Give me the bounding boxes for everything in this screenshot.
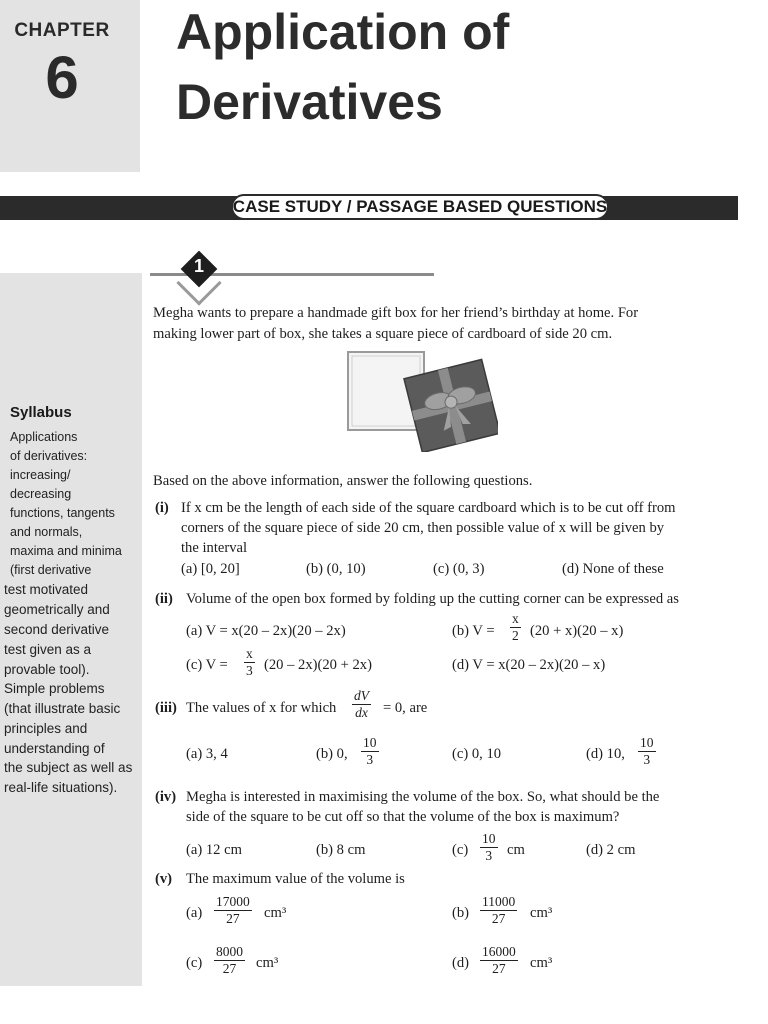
syllabus-line: second derivative [4,622,110,637]
fraction-denominator: 3 [485,848,493,863]
syllabus-line: the subject as well as [4,760,133,775]
fraction-numerator: 10 [482,831,496,846]
fraction-denominator: dx [355,705,368,720]
questions-prompt: Based on the above information, answer the following questions. [153,473,533,489]
option-d-fraction [480,944,518,977]
syllabus-line: of derivatives: [10,449,88,463]
syllabus-line: increasing/ [10,468,71,482]
syllabus-line: principles and [4,721,88,736]
option-d-prefix: (d) 10, [586,746,625,762]
option-d: (d) V = x(20 – 2x)(20 – x) [452,657,606,673]
subquestion-number: (i) [155,500,169,516]
subquestion-text-line2: corners of the square piece of side 20 cm, then possible value of x will be given by [181,520,665,536]
fraction-numerator: 10 [640,735,654,750]
option-c: (c) (0, 3) [433,561,485,577]
syllabus-line: and normals, [10,525,83,539]
syllabus-line: understanding of [4,741,105,756]
option-b-fraction [480,894,517,927]
chapter-title-line2: Derivatives [176,74,443,130]
section-banner-text: CASE STUDY / PASSAGE BASED QUESTIONS [232,197,608,216]
question-number: 1 [193,256,204,276]
fraction-denominator: 27 [226,911,240,926]
option-a: (a) V = x(20 – 2x)(20 – 2x) [186,623,346,639]
subquestion-number: (v) [155,871,173,887]
fraction-numerator: 17000 [216,894,250,909]
option-c-fraction [244,646,255,679]
subquestion-text: The values of x for which [186,700,337,716]
syllabus-line: maxima and minima [10,544,122,558]
fraction-numerator: 16000 [482,944,516,959]
subquestion-text: The maximum value of the volume is [186,871,405,887]
option-c-unit: cm [507,842,525,858]
fraction-numerator: 10 [363,735,377,750]
option-c-prefix: (c) [186,955,203,971]
subquestion-text-line2: side of the square to be cut off so that the volume of the box is maximum? [186,809,620,825]
option-a-prefix: (a) [186,905,203,921]
syllabus-line: test given as a [4,642,92,657]
option-d-unit: cm³ [530,955,553,971]
option-b-unit: cm³ [530,905,553,921]
option-c-fraction [214,944,245,977]
subquestion-number: (iii) [155,700,177,716]
fraction-numerator: x [512,611,519,626]
syllabus-heading: Syllabus [10,404,72,421]
syllabus-line: (first derivative [10,563,92,577]
intro-text-line2: making lower part of box, she takes a square piece of cardboard of side 20 cm. [153,326,613,342]
option-b-fraction [361,735,379,768]
option-a: (a) [0, 20] [181,561,240,577]
syllabus-line: Simple problems [4,681,105,696]
fraction-denominator: 27 [491,911,506,926]
subquestion-number: (iv) [155,789,177,805]
option-a: (a) 12 cm [186,842,242,858]
subquestion-number: (ii) [155,591,173,607]
syllabus-line: (that illustrate basic [4,701,121,716]
fraction-denominator: 27 [222,961,237,976]
option-d: (d) None of these [562,561,664,577]
option-d-fraction [638,735,656,768]
syllabus-line: functions, tangents [10,506,115,520]
subquestion-text-line3: the interval [181,540,248,556]
option-d: (d) 2 cm [586,842,636,858]
fraction-numerator: dV [354,688,369,703]
option-a-fraction [214,894,252,927]
subquestion-text: Megha is interested in maximising the volume of the box. So, what should be the [186,789,660,805]
option-b-prefix: (b) 0, [316,746,348,762]
option-c-suffix: (20 – 2x)(20 + 2x) [264,657,372,673]
option-b-suffix: (20 + x)(20 – x) [530,623,624,639]
syllabus-line: test motivated [4,582,89,597]
fraction-denominator: 3 [246,663,253,678]
chapter-label: CHAPTER [14,20,110,41]
fraction-denominator: 3 [643,752,651,767]
fraction-denominator: 27 [492,961,506,976]
subquestion-text: If x cm be the length of each side of the square cardboard which is to be cut off from [181,500,676,516]
option-a: (a) 3, 4 [186,746,228,762]
fraction-numerator: x [246,646,253,661]
option-c-fraction [480,831,498,864]
option-b: (b) 8 cm [316,842,366,858]
option-c-prefix: (c) [452,842,469,858]
syllabus-line: decreasing [10,487,72,501]
syllabus-line: provable tool). [4,662,90,677]
fraction-numerator: 11000 [482,894,516,909]
syllabus-line: Applications [10,430,78,444]
derivative-fraction [352,688,371,721]
fraction-numerator: 8000 [216,944,243,959]
subquestion-text: Volume of the open box formed by folding up the cutting corner can be expressed as [186,591,679,607]
option-d-prefix: (d) [452,955,470,971]
option-a-unit: cm³ [264,905,287,921]
option-b-prefix: (b) V = [452,623,495,639]
option-b: (b) (0, 10) [306,561,366,577]
option-c-unit: cm³ [256,955,279,971]
syllabus-line: geometrically and [4,602,110,617]
option-c: (c) 0, 10 [452,746,502,762]
option-c-prefix: (c) V = [186,657,228,673]
fraction-denominator: 2 [512,628,519,643]
subquestion-text-suffix: = 0, are [383,700,428,716]
option-b-fraction [510,611,521,644]
syllabus-line: real-life situations). [4,780,118,795]
intro-text: Megha wants to prepare a handmade gift box for her friend’s birthday at home. For [153,305,639,321]
chapter-title: Application of [176,4,510,60]
chapter-number: 6 [45,44,79,111]
option-b-prefix: (b) [452,905,470,921]
fraction-denominator: 3 [366,752,374,767]
gift-box-image [346,350,498,452]
